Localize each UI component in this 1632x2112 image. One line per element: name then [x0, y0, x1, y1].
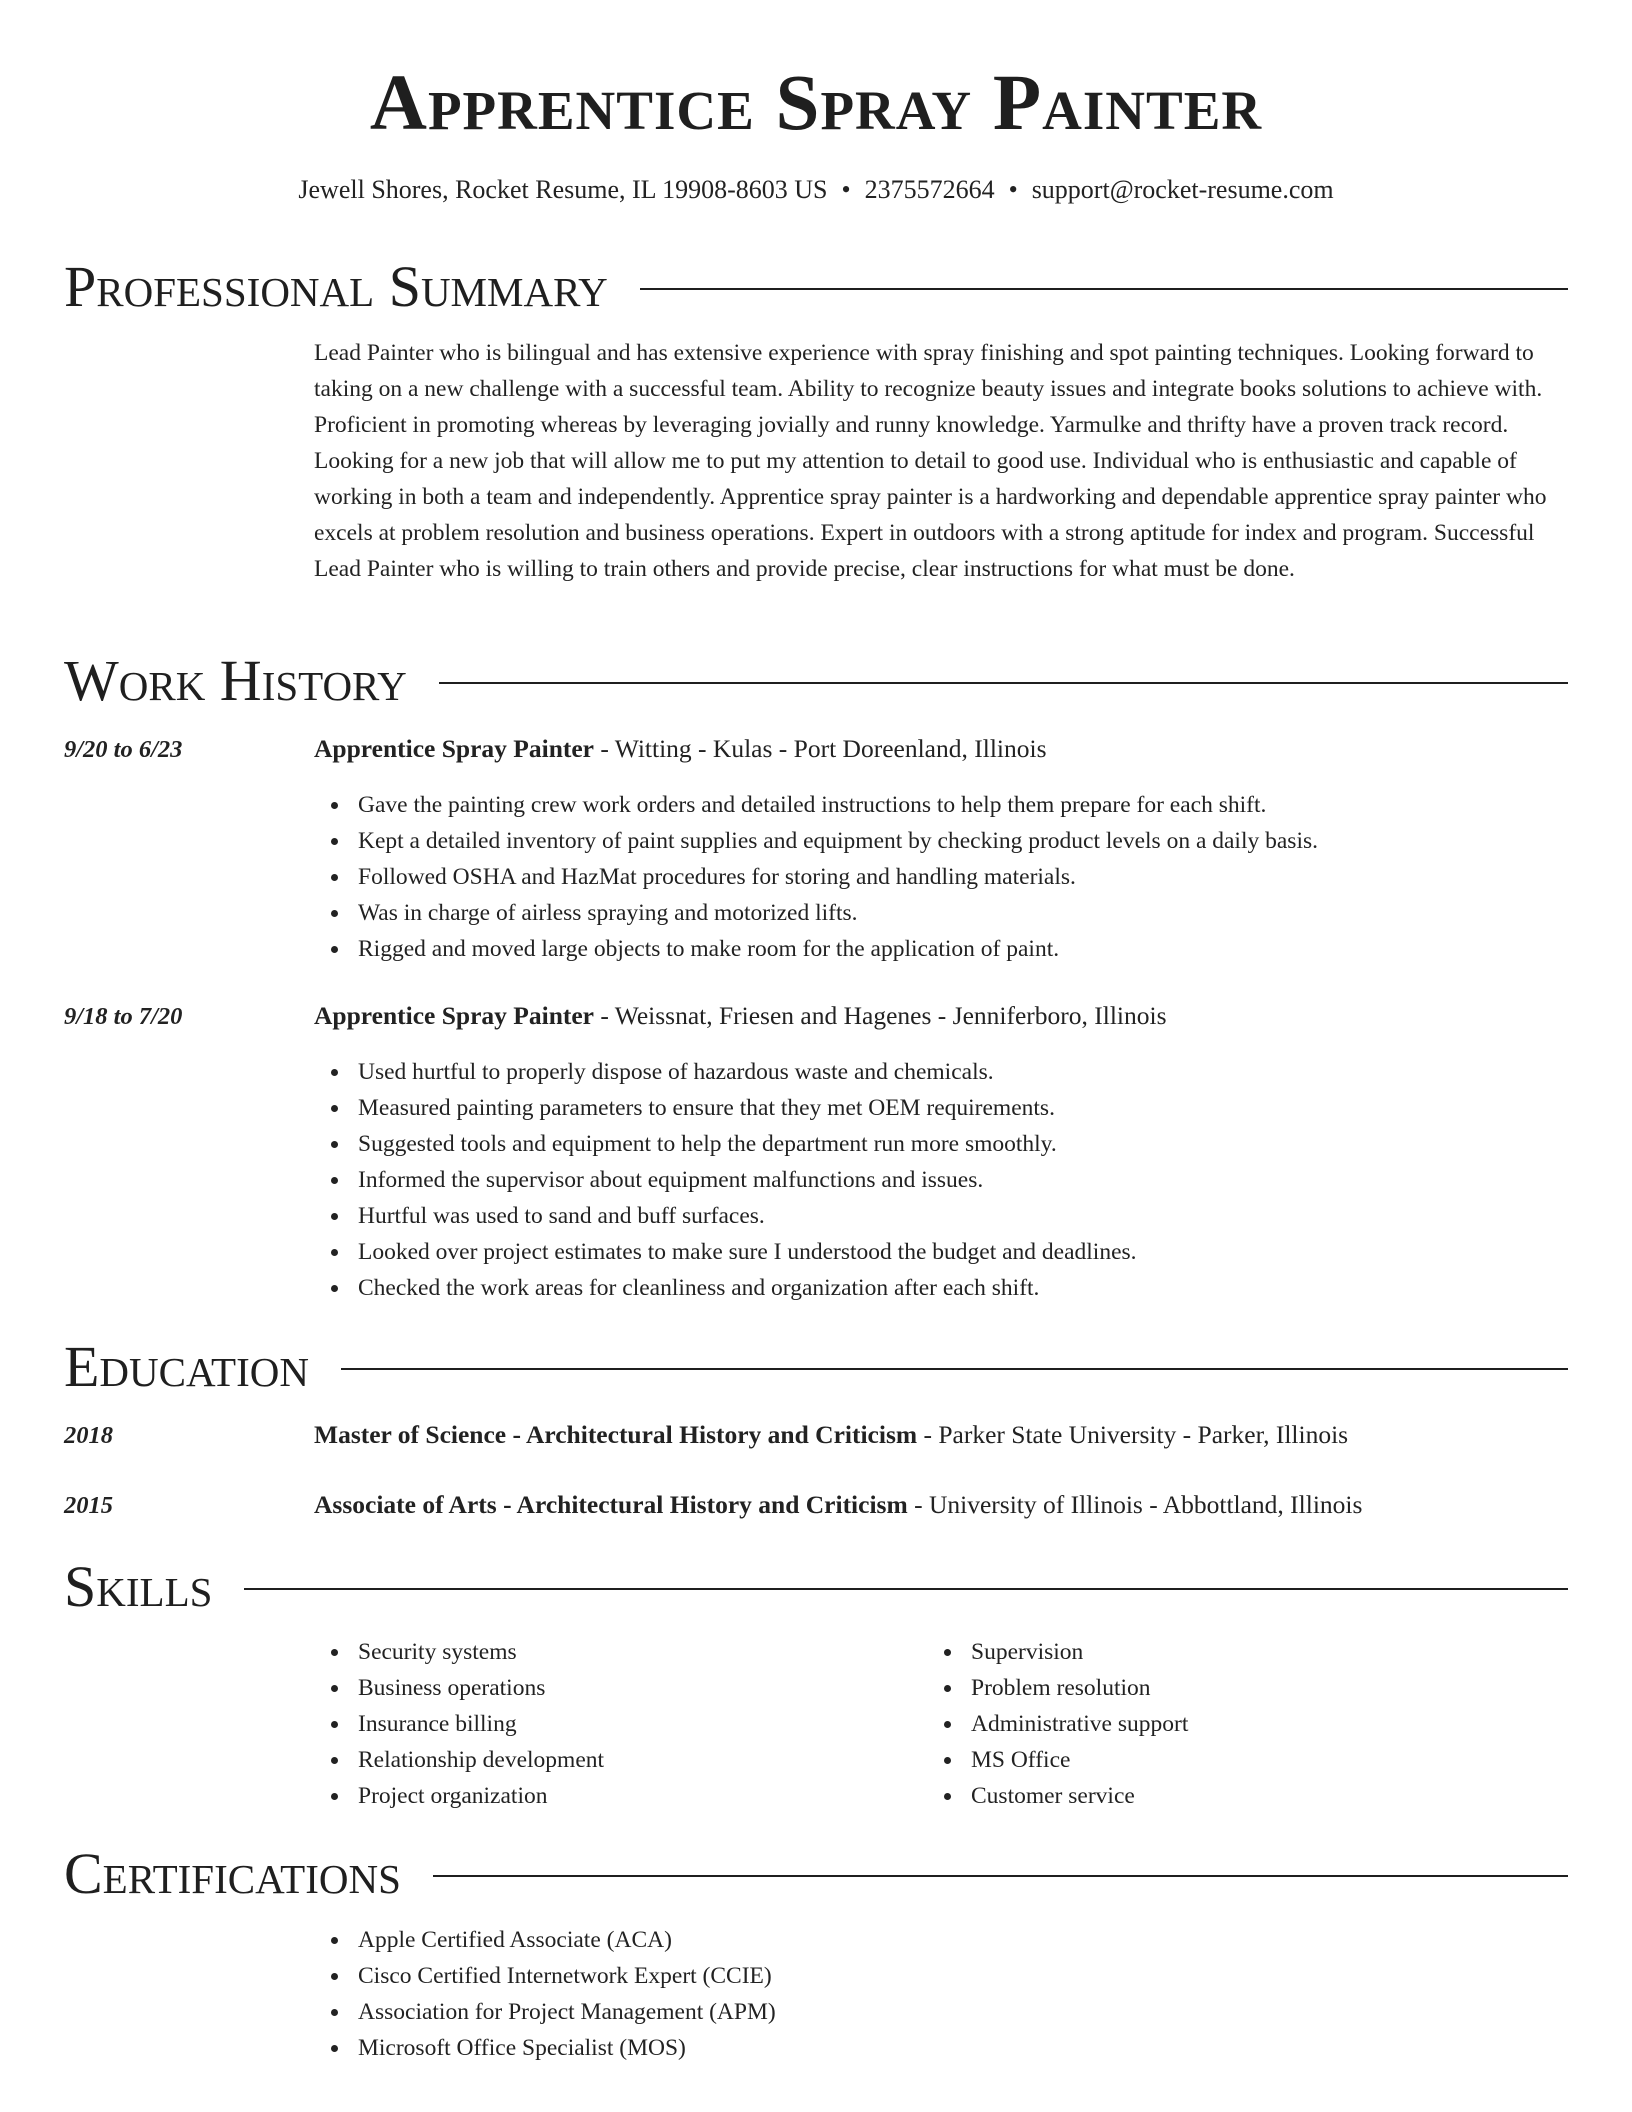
list-item: Gave the painting crew work orders and detailed instructions to help them prepare for each shift. [314, 787, 1318, 823]
list-item: Used hurtful to properly dispose of hazardous waste and chemicals. [314, 1054, 1137, 1090]
certification-item: Microsoft Office Specialist (MOS) [314, 2030, 776, 2066]
job-duties-list [314, 1054, 1137, 1306]
certifications-list [314, 1922, 776, 2066]
skill-item: Project organization [314, 1778, 604, 1814]
list-item: Followed OSHA and HazMat procedures for storing and handling materials. [314, 859, 1318, 895]
list-item: Suggested tools and equipment to help the department run more smoothly. [314, 1126, 1137, 1162]
job-heading [314, 733, 1568, 765]
job-dates: 9/18 to 7/20 [64, 1003, 183, 1030]
skill-item: Business operations [314, 1670, 604, 1706]
skill-item: Problem resolution [927, 1670, 1188, 1706]
job-employer: - Witting - Kulas - Port Doreenland, Illinois [594, 734, 1047, 763]
section-title-education: Education [64, 1334, 309, 1399]
education-year: 2018 [64, 1422, 113, 1449]
education-entry [314, 1489, 1568, 1521]
certification-item: Apple Certified Associate (ACA) [314, 1922, 776, 1958]
job-duties-list [314, 787, 1318, 967]
skill-item: Customer service [927, 1778, 1188, 1814]
list-item: Checked the work areas for cleanliness and organization after each shift. [314, 1270, 1137, 1306]
section-header-summary [64, 254, 1568, 320]
job-title: Apprentice Spray Painter [314, 734, 595, 763]
certification-item: Association for Project Management (APM) [314, 1994, 776, 2030]
list-item: Measured painting parameters to ensure that they met OEM requirements. [314, 1090, 1137, 1126]
education-degree: Associate of Arts - Architectural History and Criticism [314, 1490, 908, 1519]
section-divider [244, 1588, 1568, 1590]
section-divider [341, 1368, 1568, 1370]
list-item: Rigged and moved large objects to make room for the application of paint. [314, 931, 1318, 967]
job-dates: 9/20 to 6/23 [64, 736, 183, 763]
contact-email[interactable]: support@rocket-resume.com [1031, 175, 1334, 204]
job-heading [314, 1000, 1568, 1032]
certification-item: Cisco Certified Internetwork Expert (CCIE) [314, 1958, 776, 1994]
list-item: Kept a detailed inventory of paint supplies and equipment by checking product levels on a daily basis. [314, 823, 1318, 859]
skill-item: Administrative support [927, 1706, 1188, 1742]
page-title: Apprentice Spray Painter [369, 60, 1263, 147]
section-title-summary: Professional Summary [64, 254, 608, 319]
contact-phone: 2375572664 [864, 175, 995, 204]
contact-separator: • [841, 175, 851, 204]
summary-text: Lead Painter who is bilingual and has extensive experience with spray finishing and spot painting techniques. Looking forward to taking on a new challenge with a successful team. Ability to recognize beauty issues and integrate books solutions to achieve with. Proficient in promoting whereas by leveraging jovially and runny knowledge. Yarmulke and thrifty have a proven track record. Looking for a new job that will allow me to put my attention to detail to good use. Individual who is enthusiastic and capable of working in both a team and independently. Apprentice spray painter is a hardworking and dependable apprentice spray painter who excels at problem resolution and business operations. Expert in outdoors with a strong aptitude for index and program. Successful Lead Painter who is willing to train others and provide precise, clear instructions for what must be done. [314, 340, 1547, 582]
list-item: Looked over project estimates to make sure I understood the budget and deadlines. [314, 1234, 1137, 1270]
job-employer: - Weissnat, Friesen and Hagenes - Jenniferboro, Illinois [594, 1001, 1167, 1030]
section-title-certifications: Certifications [64, 1841, 401, 1906]
education-school: - University of Illinois - Abbottland, Illinois [907, 1490, 1363, 1519]
contact-line [0, 174, 1632, 206]
section-header-skills [64, 1554, 1568, 1620]
education-year: 2015 [64, 1492, 113, 1519]
skill-item: Relationship development [314, 1742, 604, 1778]
skill-item: Insurance billing [314, 1706, 604, 1742]
skills-list-right [927, 1634, 1188, 1814]
section-divider [433, 1875, 1568, 1877]
contact-address: Jewell Shores, Rocket Resume, IL 19908-8603 US [298, 175, 828, 204]
section-divider [439, 682, 1568, 684]
section-title-work-history: Work History [64, 648, 407, 713]
list-item: Hurtful was used to sand and buff surfaces. [314, 1198, 1137, 1234]
education-entry [314, 1419, 1568, 1451]
list-item: Was in charge of airless spraying and motorized lifts. [314, 895, 1318, 931]
skills-list-left [314, 1634, 604, 1814]
section-header-work-history [64, 648, 1568, 714]
section-header-education [64, 1334, 1568, 1400]
section-title-skills: Skills [64, 1554, 213, 1619]
job-title: Apprentice Spray Painter [314, 1001, 595, 1030]
skill-item: Security systems [314, 1634, 604, 1670]
education-degree: Master of Science - Architectural History and Criticism [314, 1420, 918, 1449]
section-header-certifications [64, 1841, 1568, 1907]
education-school: - Parker State University - Parker, Illinois [917, 1420, 1349, 1449]
section-divider [640, 288, 1568, 290]
list-item: Informed the supervisor about equipment malfunctions and issues. [314, 1162, 1137, 1198]
skill-item: Supervision [927, 1634, 1188, 1670]
contact-separator: • [1008, 175, 1018, 204]
skill-item: MS Office [927, 1742, 1188, 1778]
